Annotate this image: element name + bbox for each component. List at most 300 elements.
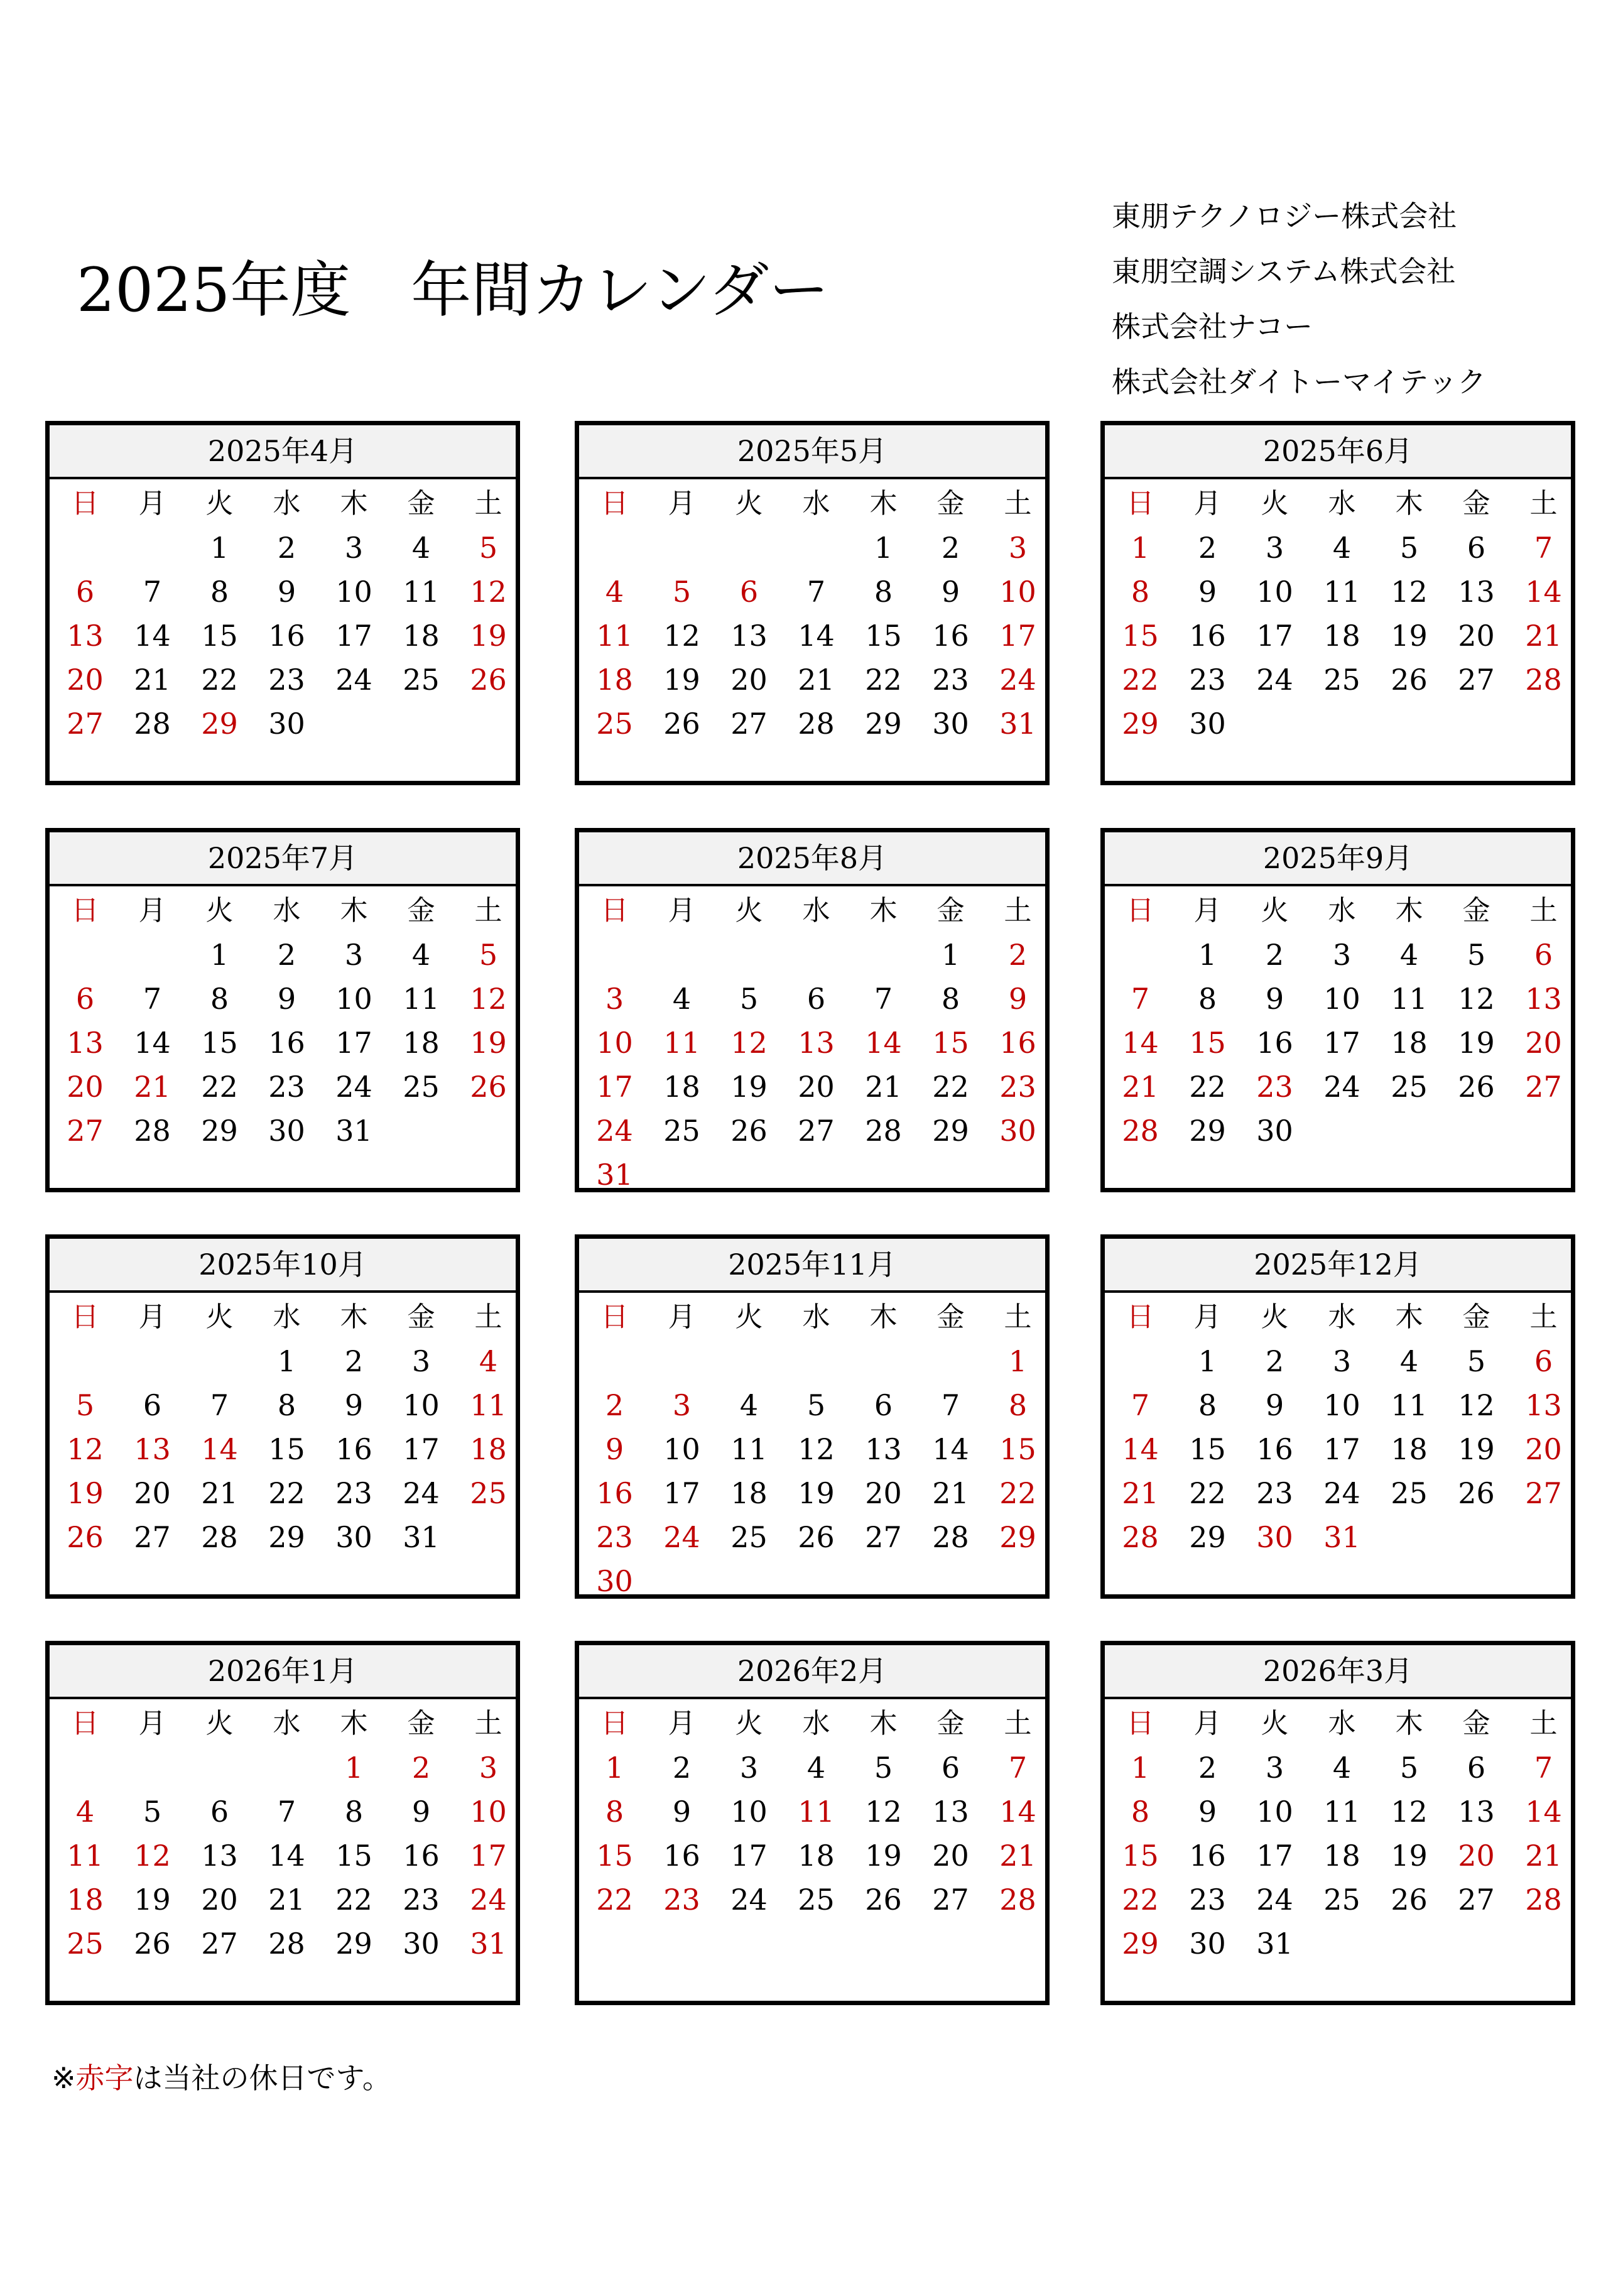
day-cell: 25 — [596, 707, 633, 741]
day-cell: 2 — [344, 1344, 364, 1378]
day-grid — [50, 889, 516, 1153]
day-cell: 21 — [1122, 1070, 1159, 1104]
day-cell: 5 — [1399, 531, 1419, 565]
day-cell: 4 — [1332, 1751, 1352, 1785]
day-cell: 11 — [798, 1795, 835, 1829]
day-cell: 14 — [1122, 1026, 1159, 1060]
month-title: 2025年12月 — [1105, 1239, 1571, 1293]
day-cell: 5 — [874, 1751, 893, 1785]
day-cell: 21 — [999, 1839, 1036, 1873]
day-cell: 23 — [403, 1883, 440, 1917]
day-cell: 23 — [1189, 1883, 1226, 1917]
empty-cell — [850, 1339, 917, 1383]
weekday-label: 日 — [1126, 895, 1154, 927]
day-cell: 27 — [730, 707, 768, 741]
day-cell: 4 — [739, 1388, 759, 1422]
day-cell: 20 — [932, 1839, 969, 1873]
day-cell: 13 — [932, 1795, 969, 1829]
day-cell: 1 — [874, 531, 893, 565]
day-cell: 12 — [663, 619, 700, 653]
empty-cell — [52, 933, 119, 977]
day-cell: 9 — [1008, 982, 1028, 1016]
weekday-label: 水 — [1328, 1707, 1356, 1739]
weekday-label: 土 — [1004, 1301, 1032, 1333]
day-grid — [50, 1702, 516, 1966]
footnote-mark: ※ — [52, 2061, 76, 2095]
day-cell: 17 — [999, 619, 1036, 653]
weekday-label: 金 — [1462, 1707, 1490, 1739]
day-cell: 1 — [277, 1344, 296, 1378]
weekday-label: 水 — [1328, 1301, 1356, 1333]
day-cell: 16 — [1189, 619, 1226, 653]
day-cell: 16 — [1256, 1026, 1293, 1060]
day-cell: 15 — [596, 1839, 633, 1873]
footnote-text: は当社の休日です。 — [133, 2061, 391, 2095]
weekday-label: 月 — [668, 895, 696, 927]
weekday-label: 金 — [407, 487, 435, 520]
day-cell: 19 — [1458, 1026, 1495, 1060]
day-cell: 30 — [1189, 707, 1226, 741]
month-calendar — [1100, 1234, 1575, 1599]
empty-cell — [850, 933, 917, 977]
day-cell: 7 — [143, 575, 162, 609]
page-title: 2025年度 年間カレンダー — [77, 255, 830, 325]
day-cell: 15 — [932, 1026, 969, 1060]
day-grid — [579, 482, 1045, 746]
weekday-label: 金 — [1462, 487, 1490, 520]
weekday-label: 木 — [869, 895, 898, 927]
day-cell: 23 — [999, 1070, 1036, 1104]
day-cell: 27 — [1525, 1070, 1562, 1104]
day-cell: 28 — [134, 707, 171, 741]
day-cell: 12 — [1391, 575, 1428, 609]
day-cell: 13 — [1458, 575, 1495, 609]
day-cell: 30 — [403, 1927, 440, 1961]
day-cell: 12 — [67, 1432, 104, 1466]
weekday-label: 日 — [1126, 487, 1154, 520]
day-cell: 22 — [201, 663, 238, 697]
day-cell: 5 — [479, 531, 498, 565]
day-cell: 2 — [1265, 1344, 1284, 1378]
day-cell: 6 — [806, 982, 826, 1016]
day-cell: 27 — [134, 1520, 171, 1554]
weekday-label: 月 — [138, 895, 166, 927]
day-cell: 24 — [730, 1883, 768, 1917]
day-cell: 30 — [999, 1114, 1036, 1148]
day-cell: 29 — [201, 1114, 238, 1148]
weekday-label: 水 — [802, 487, 830, 520]
weekday-label: 火 — [205, 1301, 234, 1333]
day-cell: 20 — [1525, 1026, 1562, 1060]
weekday-label: 日 — [71, 1301, 99, 1333]
day-cell: 29 — [1189, 1520, 1226, 1554]
day-cell: 16 — [335, 1432, 372, 1466]
day-cell: 24 — [1256, 663, 1293, 697]
day-cell: 20 — [67, 663, 104, 697]
day-cell: 6 — [75, 982, 95, 1016]
month-title: 2025年4月 — [50, 425, 516, 479]
weekday-label: 火 — [735, 895, 763, 927]
day-cell: 27 — [1458, 663, 1495, 697]
company-name: 株式会社ナコー — [1112, 310, 1313, 344]
day-cell: 11 — [663, 1026, 700, 1060]
weekday-label: 土 — [474, 1301, 502, 1333]
day-cell: 9 — [1265, 982, 1284, 1016]
day-cell: 26 — [134, 1927, 171, 1961]
day-cell: 20 — [1458, 619, 1495, 653]
day-cell: 11 — [1391, 1388, 1428, 1422]
day-cell: 25 — [67, 1927, 104, 1961]
weekday-label: 木 — [869, 487, 898, 520]
day-cell: 13 — [67, 1026, 104, 1060]
day-cell: 14 — [932, 1432, 969, 1466]
day-cell: 11 — [1323, 575, 1360, 609]
day-cell: 8 — [605, 1795, 624, 1829]
weekday-label: 火 — [1261, 1707, 1289, 1739]
day-cell: 23 — [663, 1883, 700, 1917]
day-cell: 9 — [344, 1388, 364, 1422]
day-cell: 24 — [1323, 1476, 1360, 1510]
weekday-label: 土 — [1529, 895, 1558, 927]
weekday-label: 金 — [1462, 1301, 1490, 1333]
day-cell: 13 — [730, 619, 768, 653]
day-cell: 10 — [1323, 982, 1360, 1016]
weekday-label: 土 — [1529, 1707, 1558, 1739]
day-cell: 4 — [1399, 1344, 1419, 1378]
day-cell: 12 — [798, 1432, 835, 1466]
day-cell: 3 — [1332, 1344, 1352, 1378]
day-cell: 29 — [865, 707, 902, 741]
day-cell: 21 — [201, 1476, 238, 1510]
day-cell: 3 — [411, 1344, 431, 1378]
day-cell: 27 — [1525, 1476, 1562, 1510]
day-cell: 5 — [1467, 1344, 1486, 1378]
day-cell: 18 — [798, 1839, 835, 1873]
day-cell: 10 — [663, 1432, 700, 1466]
day-cell: 27 — [865, 1520, 902, 1554]
day-cell: 31 — [1323, 1520, 1360, 1554]
month-calendar — [45, 1234, 520, 1599]
day-cell: 16 — [403, 1839, 440, 1873]
weekday-label: 火 — [735, 487, 763, 520]
month-calendar — [575, 1234, 1050, 1599]
day-cell: 20 — [1458, 1839, 1495, 1873]
day-cell: 9 — [1198, 575, 1217, 609]
day-cell: 2 — [605, 1388, 624, 1422]
weekday-label: 火 — [1261, 487, 1289, 520]
day-cell: 27 — [67, 707, 104, 741]
day-cell: 3 — [479, 1751, 498, 1785]
day-cell: 21 — [134, 663, 171, 697]
weekday-label: 土 — [474, 487, 502, 520]
day-cell: 23 — [932, 663, 969, 697]
day-cell: 17 — [730, 1839, 768, 1873]
day-cell: 4 — [1399, 938, 1419, 972]
day-cell: 13 — [1458, 1795, 1495, 1829]
day-cell: 18 — [1323, 1839, 1360, 1873]
day-cell: 14 — [1122, 1432, 1159, 1466]
day-cell: 10 — [335, 982, 372, 1016]
day-cell: 14 — [268, 1839, 305, 1873]
day-cell: 31 — [335, 1114, 372, 1148]
day-grid — [579, 1702, 1045, 1922]
day-cell: 3 — [739, 1751, 759, 1785]
day-cell: 1 — [1008, 1344, 1028, 1378]
day-cell: 25 — [403, 663, 440, 697]
day-cell: 28 — [865, 1114, 902, 1148]
day-cell: 18 — [663, 1070, 700, 1104]
day-cell: 11 — [596, 619, 633, 653]
day-cell: 15 — [335, 1839, 372, 1873]
day-cell: 30 — [932, 707, 969, 741]
day-cell: 20 — [798, 1070, 835, 1104]
weekday-label: 木 — [1395, 487, 1423, 520]
weekday-label: 金 — [407, 895, 435, 927]
day-cell: 30 — [335, 1520, 372, 1554]
day-cell: 26 — [1391, 1883, 1428, 1917]
month-title: 2025年10月 — [50, 1239, 516, 1293]
day-cell: 12 — [1391, 1795, 1428, 1829]
day-cell: 11 — [470, 1388, 507, 1422]
day-cell: 2 — [941, 531, 960, 565]
day-cell: 2 — [411, 1751, 431, 1785]
month-title: 2026年1月 — [50, 1645, 516, 1699]
day-cell: 1 — [1131, 531, 1150, 565]
day-cell: 14 — [865, 1026, 902, 1060]
day-cell: 7 — [1131, 982, 1150, 1016]
day-cell: 27 — [1458, 1883, 1495, 1917]
weekday-label: 水 — [802, 1301, 830, 1333]
day-cell: 25 — [1323, 663, 1360, 697]
day-cell: 8 — [210, 575, 229, 609]
day-cell: 21 — [268, 1883, 305, 1917]
empty-cell — [186, 1746, 253, 1790]
day-cell: 19 — [1391, 619, 1428, 653]
day-cell: 13 — [134, 1432, 171, 1466]
weekday-label: 水 — [273, 1707, 301, 1739]
day-grid — [1105, 889, 1571, 1153]
day-cell: 17 — [663, 1476, 700, 1510]
day-cell: 3 — [672, 1388, 692, 1422]
weekday-label: 日 — [1126, 1301, 1154, 1333]
day-cell: 7 — [1534, 531, 1553, 565]
day-cell: 15 — [1122, 1839, 1159, 1873]
weekday-label: 金 — [936, 487, 965, 520]
day-cell: 14 — [798, 619, 835, 653]
weekday-label: 火 — [1261, 1301, 1289, 1333]
day-cell: 7 — [143, 982, 162, 1016]
day-cell: 24 — [663, 1520, 700, 1554]
company-name: 東朋テクノロジー株式会社 — [1112, 199, 1457, 233]
day-cell: 8 — [1198, 1388, 1217, 1422]
day-cell: 31 — [403, 1520, 440, 1554]
day-cell: 24 — [596, 1114, 633, 1148]
day-cell: 5 — [479, 938, 498, 972]
day-cell: 27 — [932, 1883, 969, 1917]
day-cell: 30 — [268, 707, 305, 741]
weekday-label: 木 — [869, 1301, 898, 1333]
month-calendar — [1100, 421, 1575, 785]
day-cell: 16 — [268, 619, 305, 653]
day-cell: 4 — [411, 938, 431, 972]
day-cell: 4 — [806, 1751, 826, 1785]
weekday-label: 金 — [936, 1301, 965, 1333]
day-cell: 25 — [663, 1114, 700, 1148]
day-cell: 12 — [470, 575, 507, 609]
day-cell: 31 — [999, 707, 1036, 741]
day-grid — [50, 1295, 516, 1559]
day-cell: 24 — [335, 1070, 372, 1104]
empty-cell — [783, 933, 850, 977]
empty-cell — [581, 526, 648, 570]
day-cell: 8 — [1131, 1795, 1150, 1829]
month-title: 2025年5月 — [579, 425, 1045, 479]
day-cell: 29 — [999, 1520, 1036, 1554]
day-cell: 1 — [1131, 1751, 1150, 1785]
day-cell: 9 — [277, 575, 296, 609]
day-cell: 7 — [874, 982, 893, 1016]
day-cell: 17 — [470, 1839, 507, 1873]
day-cell: 13 — [1525, 1388, 1562, 1422]
month-title: 2025年6月 — [1105, 425, 1571, 479]
day-cell: 10 — [1323, 1388, 1360, 1422]
day-cell: 10 — [999, 575, 1036, 609]
day-cell: 4 — [605, 575, 624, 609]
day-cell: 5 — [1467, 938, 1486, 972]
day-cell: 6 — [941, 1751, 960, 1785]
day-cell: 22 — [596, 1883, 633, 1917]
day-cell: 12 — [134, 1839, 171, 1873]
day-grid — [1105, 1295, 1571, 1559]
weekday-label: 水 — [273, 895, 301, 927]
day-cell: 27 — [798, 1114, 835, 1148]
weekday-label: 月 — [1193, 1707, 1222, 1739]
day-cell: 16 — [663, 1839, 700, 1873]
day-cell: 21 — [798, 663, 835, 697]
day-cell: 14 — [134, 619, 171, 653]
day-cell: 21 — [1122, 1476, 1159, 1510]
day-cell: 28 — [999, 1883, 1036, 1917]
weekday-label: 木 — [1395, 895, 1423, 927]
day-cell: 26 — [865, 1883, 902, 1917]
day-cell: 29 — [1122, 1927, 1159, 1961]
weekday-label: 土 — [1529, 487, 1558, 520]
day-cell: 10 — [403, 1388, 440, 1422]
empty-cell — [917, 1339, 984, 1383]
day-cell: 4 — [1332, 531, 1352, 565]
empty-cell — [783, 1339, 850, 1383]
day-cell: 19 — [1391, 1839, 1428, 1873]
empty-cell — [648, 933, 715, 977]
day-cell: 15 — [201, 619, 238, 653]
weekday-label: 土 — [474, 1707, 502, 1739]
weekday-label: 木 — [340, 895, 368, 927]
day-cell: 13 — [865, 1432, 902, 1466]
day-cell: 9 — [672, 1795, 692, 1829]
day-cell: 3 — [344, 938, 364, 972]
day-cell: 29 — [268, 1520, 305, 1554]
day-cell: 15 — [1122, 619, 1159, 653]
day-cell: 2 — [672, 1751, 692, 1785]
day-cell: 21 — [1525, 1839, 1562, 1873]
day-cell: 3 — [1265, 1751, 1284, 1785]
day-cell: 1 — [344, 1751, 364, 1785]
weekday-label: 火 — [735, 1301, 763, 1333]
day-cell: 17 — [1256, 1839, 1293, 1873]
day-cell: 7 — [941, 1388, 960, 1422]
day-cell: 26 — [1458, 1476, 1495, 1510]
day-cell: 28 — [1525, 663, 1562, 697]
weekday-label: 日 — [600, 1301, 629, 1333]
day-cell: 17 — [335, 1026, 372, 1060]
month-calendar — [575, 1641, 1050, 2005]
weekday-label: 日 — [71, 895, 99, 927]
day-cell: 2 — [1198, 1751, 1217, 1785]
day-cell: 26 — [1391, 663, 1428, 697]
day-cell: 7 — [1008, 1751, 1028, 1785]
day-cell: 18 — [470, 1432, 507, 1466]
day-cell: 2 — [1265, 938, 1284, 972]
day-cell: 22 — [1189, 1070, 1226, 1104]
day-cell: 12 — [865, 1795, 902, 1829]
day-cell: 31 — [470, 1927, 507, 1961]
day-cell: 29 — [201, 707, 238, 741]
month-title: 2026年3月 — [1105, 1645, 1571, 1699]
day-cell: 6 — [1467, 531, 1486, 565]
weekday-label: 日 — [600, 1707, 629, 1739]
month-title: 2025年11月 — [579, 1239, 1045, 1293]
day-cell: 11 — [1391, 982, 1428, 1016]
weekday-label: 月 — [668, 1301, 696, 1333]
day-cell: 23 — [335, 1476, 372, 1510]
weekday-label: 木 — [340, 487, 368, 520]
day-cell: 25 — [403, 1070, 440, 1104]
day-cell: 14 — [134, 1026, 171, 1060]
day-cell: 9 — [605, 1432, 624, 1466]
day-cell: 3 — [1265, 531, 1284, 565]
footnote-red-text: 赤字 — [75, 2061, 134, 2095]
month-calendar — [45, 1641, 520, 2005]
day-cell: 17 — [1323, 1432, 1360, 1466]
day-cell: 20 — [1525, 1432, 1562, 1466]
day-cell: 31 — [1256, 1927, 1293, 1961]
weekday-label: 月 — [138, 1707, 166, 1739]
weekday-label: 日 — [1126, 1707, 1154, 1739]
day-cell: 18 — [596, 663, 633, 697]
day-cell: 8 — [941, 982, 960, 1016]
day-cell: 8 — [874, 575, 893, 609]
weekday-label: 火 — [735, 1707, 763, 1739]
day-cell: 25 — [730, 1520, 768, 1554]
day-cell: 3 — [605, 982, 624, 1016]
day-cell: 17 — [1323, 1026, 1360, 1060]
day-cell: 28 — [134, 1114, 171, 1148]
day-cell: 5 — [672, 575, 692, 609]
day-cell: 19 — [134, 1883, 171, 1917]
day-cell: 6 — [1534, 938, 1553, 972]
day-cell: 28 — [1525, 1883, 1562, 1917]
day-cell: 19 — [663, 663, 700, 697]
day-cell: 15 — [999, 1432, 1036, 1466]
day-cell: 24 — [403, 1476, 440, 1510]
day-cell: 25 — [798, 1883, 835, 1917]
day-cell: 11 — [403, 575, 440, 609]
day-cell: 25 — [1391, 1476, 1428, 1510]
day-cell: 24 — [335, 663, 372, 697]
day-cell: 28 — [932, 1520, 969, 1554]
day-cell: 19 — [1458, 1432, 1495, 1466]
day-cell: 6 — [1467, 1751, 1486, 1785]
